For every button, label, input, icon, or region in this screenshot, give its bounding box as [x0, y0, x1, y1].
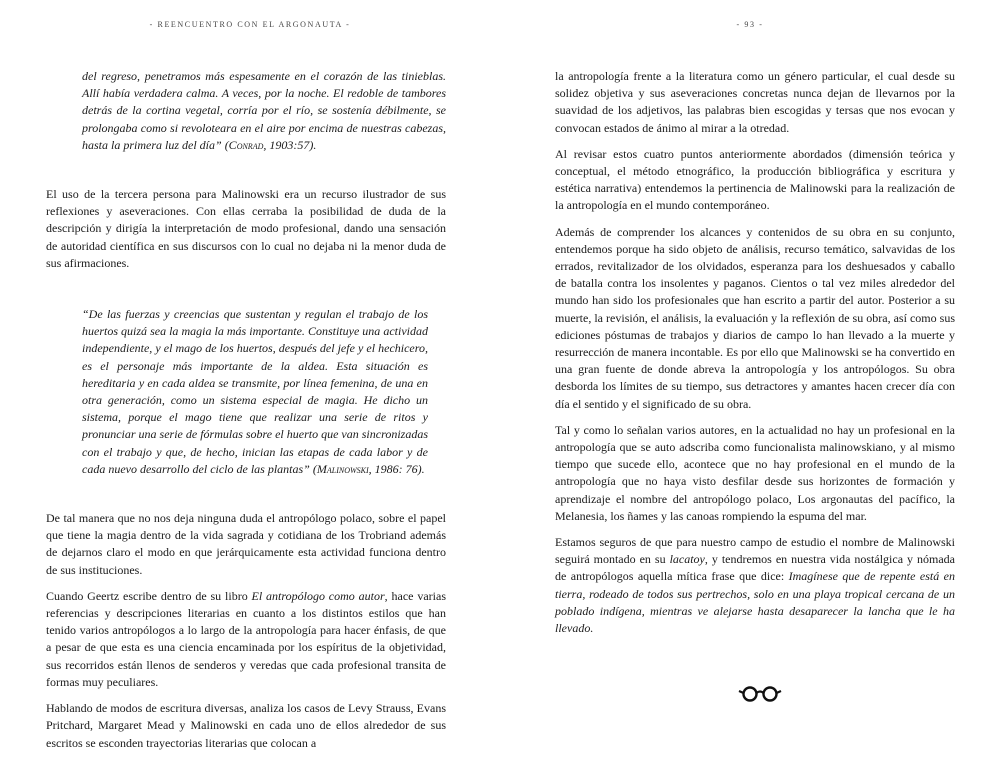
paragraph: Además de comprender los alcances y contenidos de su obra en su conjunto, entendemos porque ha sido objeto de análisis, recurso temático, salvavidas de los errados, revitalizador de los olvidados, esperanza para los deshuesados y caballo de batalla contra los insolentes y paganos. Cientos o tal vez miles alrededor del mundo han sido los profesionales que han escrito a partir del autor. Posterior a su muerte, la revisión, el análisis, la evaluación y la reflexión de su obra, así como sus ediciones póstumas de trabajos y diarios de campo lo han llevado a la muerte y resurrección de manera incontable. Es por ello que Malinowski se ha convertido en una gran fuente de donde abreva la antropología y los antropólogos. Su obra desborda los límites de su tiempo, sus detractores y amantes hacen crecer día con día el sentido y el significado de su obra.: [555, 224, 955, 411]
citation: (Malinowski, 1986: 76).: [312, 461, 425, 476]
paragraph: la antropología frente a la literatura como un género particular, el cual desde su solidez objetiva y sus aseveraciones concretas nunca dejan de llevarnos por la suavidad de los adjetivos, las palabras bien escogidas y tersas que nos evocan y convocan estados de ánimo al mirar a la otredad.: [555, 69, 955, 135]
quote-text: del regreso, penetramos más espesamente en el corazón de las tinieblas. Allí había verdadera calma. A veces, por la noche. El redoble de tambores detrás de la cortina vegetal, corría por el río, se sostenía débilmente, se prolongaba como si revoloteara en el aire por encima de nuestras cabezas, hasta la primera luz del día”: [82, 69, 446, 152]
paragraph: Cuando Geertz escribe dentro de su libro El antropólogo como autor, hace varias referencias y descripciones literarias en cuanto a los distintos estilos que han tenido varios antropólogos a lo largo de la antropología para hacer énfasis, de que a pesar de que esta es una ciencia encaminada por los espíritus de la objetividad, sus recorridos están llenos de senderos y veredas que cada profesional transita de formas muy peculiares.: [46, 588, 446, 689]
left-column: [46, 68, 446, 752]
boat-name: lacatoy: [669, 552, 705, 567]
eyeglasses-icon: [738, 685, 782, 703]
paragraph: Hablando de modos de escritura diversas, analiza los casos de Levy Strauss, Evans Pritchard, Margaret Mead y Malinowski en cada uno de ellos alrededor de sus escritos se esconden trayectorias literarias que colocan a: [46, 701, 446, 750]
closing-quote: Imagínese que de repente está en tierra, rodeado de todos sus pertrechos, solo en una playa tropical cercana de un poblado indígena, mientras ve alejarse hasta desaparecer la lancha que le ha llevado.: [555, 569, 955, 636]
paragraph: Estamos seguros de que para nuestro campo de estudio el nombre de Malinowski seguirá montado en su lacatoy, y tendremos en nuestra vida nostálgica y nómada de antropólogos aquella mítica frase que dice: Imagínese que de repente está en tierra, rodeado de todos sus pertrechos, solo en una playa tropical cercana de un poblado indígena, mientras ve alejarse hasta desaparecer la lancha que le ha llevado.: [555, 535, 955, 636]
paragraph: El uso de la tercera persona para Malinowski era un recurso ilustrador de sus reflexiones y aseveraciones. Con ellas cerraba la posibilidad de duda de la descripción y dirigía la interpretación de modo profesional, dando una sensación de autoridad científica en sus discursos con lo cual no dejaba ni la menor duda de sus afirmaciones.: [46, 187, 446, 270]
paragraph: Tal y como lo señalan varios autores, en la actualidad no hay un profesional en la antropología que se auto adscriba como funcionalista malinowskiano, y al mismo tiempo que sucede ello, acontece que no hay profesional en el mundo de la antropología que no haya visto desfilar desde sus horizontes de formación y aprendizaje el nombre del antropólogo polaco, Los argonautas del pacífico, la Melanesia, los ñames y las canoas rompiendo la espuma del mar.: [555, 422, 955, 523]
quote-text: “De las fuerzas y creencias que sustentan y regulan el trabajo de los huertos quizá sea la magia la más importante. Constituye una actividad independiente, y el mago de los huertos, después del jefe y el hechicero, es el personaje más importante de la aldea. Esta situación es hereditaria y en cada aldea se transmite, por línea femenina, de una en otra generación, como un sistema especial de magia. He dicho un sistema, porque el mago tiene que realizar una serie de ritos y pronunciar una serie de fórmulas sobre el huerto que van sincronizadas con el trabajo y que, de hecho, inician las etapas de cada labor y de cada nuevo desarrollo del ciclo de las plantas”: [82, 307, 428, 476]
book-title: El antropólogo como autor: [251, 588, 385, 603]
block-quote-malinowski: [46, 306, 446, 478]
right-column: [555, 68, 955, 637]
paragraph: De tal manera que no nos deja ninguna duda el antropólogo polaco, sobre el papel que tiene la magia dentro de la vida sagrada y cotidiana de los Trobriand además de dejarnos claro el modo en que jerárquicamente esta actividad funciona dentro de sus instituciones.: [46, 511, 446, 577]
right-page: [500, 0, 1000, 766]
running-head-left: - REENCUENTRO CON EL ARGONAUTA -: [149, 20, 351, 29]
block-quote-conrad: [46, 68, 446, 154]
paragraph: Al revisar estos cuatro puntos anteriormente abordados (dimensión teórica y conceptual, el método etnográfico, la producción bibliográfica y escritura y estética narrativa) entendemos la pertinencia de Malinowski para la realización de la antropología en el mundo contemporáneo.: [555, 146, 955, 213]
page-number: - 93 -: [736, 20, 764, 29]
citation: (Conrad, 1903:57).: [224, 137, 317, 152]
